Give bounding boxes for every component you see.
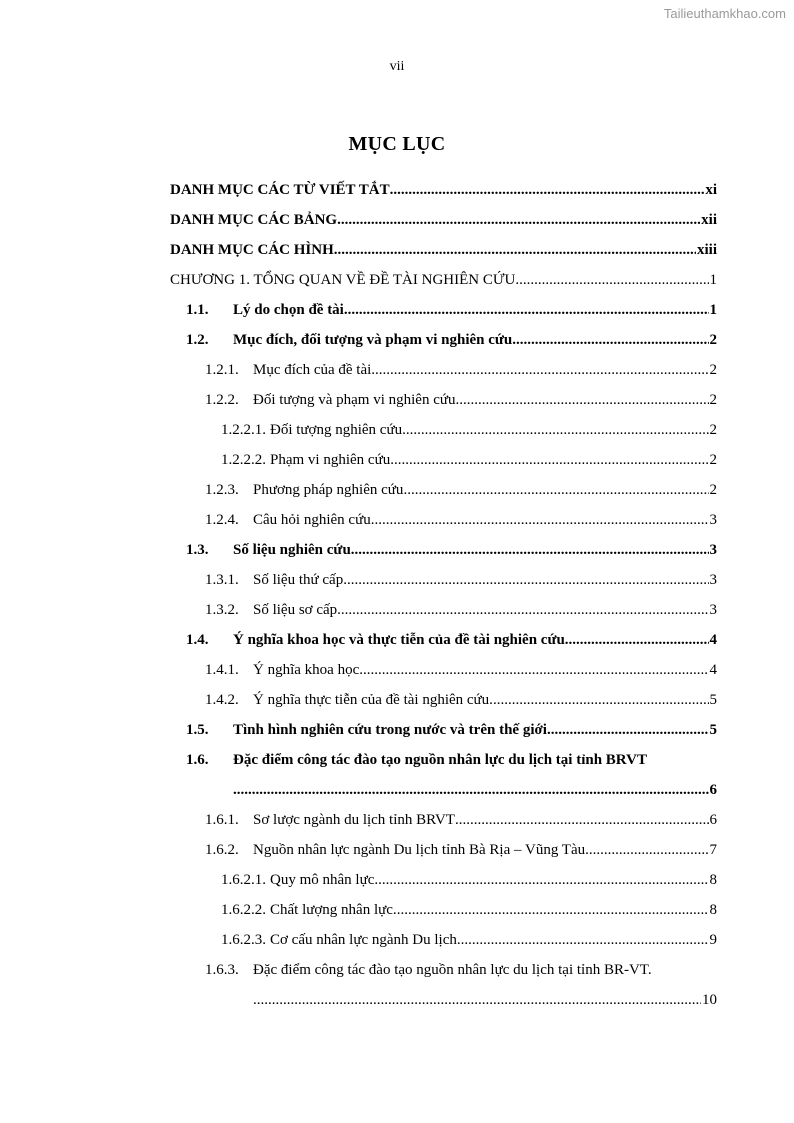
toc-entry-number: 1.2.2. xyxy=(205,392,239,408)
toc-entry[interactable] xyxy=(170,955,717,1015)
table-of-contents xyxy=(170,175,717,1015)
toc-entry-page: 4 xyxy=(709,632,717,648)
toc-entry-text: Sơ lược ngành du lịch tỉnh BRVT xyxy=(253,812,455,828)
toc-entry-text: Đối tượng và phạm vi nghiên cứu xyxy=(253,392,456,408)
page-title: MỤC LỤC xyxy=(348,133,446,155)
toc-entry-text: Số liệu nghiên cứu. xyxy=(233,542,355,558)
toc-entry-text: Ý nghĩa thực tiễn của đề tài nghiên cứu. xyxy=(253,692,493,708)
toc-entry[interactable] xyxy=(170,385,717,415)
toc-entry-number: 1.3.1. xyxy=(205,572,239,588)
toc-entry-number: 1.2. xyxy=(186,332,209,348)
toc-entry-number: 1.1. xyxy=(186,302,209,318)
toc-entry[interactable] xyxy=(170,685,717,715)
toc-entry-text: Đặc điểm công tác đào tạo nguồn nhân lực du lịch tại tỉnh BRVT xyxy=(233,752,647,768)
toc-entry-page: 1 xyxy=(709,302,717,318)
toc-entry-number: 1.2.2.1. xyxy=(221,422,266,438)
toc-entry[interactable] xyxy=(170,655,717,685)
toc-entry-number: 1.4.2. xyxy=(205,692,239,708)
toc-entry-text: Câu hỏi nghiên cứu xyxy=(253,512,371,528)
toc-entry-page: 2 xyxy=(709,392,717,408)
toc-entry-page: 1 xyxy=(709,272,717,288)
toc-entry-number: 1.6.2. xyxy=(205,842,239,858)
toc-entry-text: Ý nghĩa khoa học và thực tiễn của đề tài nghiên cứu xyxy=(233,632,565,648)
toc-entry-number: 1.2.1. xyxy=(205,362,239,378)
watermark: Tailieuthamkhao.com xyxy=(663,6,786,21)
toc-entry[interactable] xyxy=(170,445,717,475)
toc-entry-text: Phạm vi nghiên cứu xyxy=(270,452,391,468)
toc-entry-text: Đặc điểm công tác đào tạo nguồn nhân lực du lịch tại tỉnh BR-VT. xyxy=(253,962,652,978)
toc-entry-text: DANH MỤC CÁC HÌNH xyxy=(170,242,334,258)
toc-entry-text: Mục đích, đối tượng và phạm vi nghiên cứu xyxy=(233,332,513,348)
toc-entry-text: Đối tượng nghiên cứu xyxy=(270,422,403,438)
toc-entry-text: Quy mô nhân lực. xyxy=(270,872,379,888)
toc-entry-page: xi xyxy=(705,182,717,198)
toc-entry[interactable] xyxy=(170,505,717,535)
toc-entry[interactable] xyxy=(170,205,717,235)
toc-entry-number: 1.6.3. xyxy=(205,962,239,978)
page-number: vii xyxy=(389,59,405,74)
toc-entry[interactable] xyxy=(170,175,717,205)
toc-entry-number: 1.2.3. xyxy=(205,482,239,498)
toc-entry-number: 1.6. xyxy=(186,752,209,768)
toc-entry-text: Ý nghĩa khoa học xyxy=(253,662,360,678)
toc-entry-page: 3 xyxy=(709,542,717,558)
toc-entry-page: 7 xyxy=(709,842,717,858)
toc-entry-text: CHƯƠNG 1. TỔNG QUAN VỀ ĐỀ TÀI NGHIÊN CỨU xyxy=(170,272,516,288)
toc-entry[interactable] xyxy=(170,355,717,385)
toc-entry-number: 1.2.2.2. xyxy=(221,452,266,468)
toc-entry-page: 9 xyxy=(709,932,717,948)
toc-entry[interactable] xyxy=(170,805,717,835)
toc-entry[interactable] xyxy=(170,475,717,505)
toc-entry-page: 8 xyxy=(709,902,717,918)
toc-entry-number: 1.6.1. xyxy=(205,812,239,828)
toc-entry-number: 1.4. xyxy=(186,632,209,648)
toc-entry-page: 5 xyxy=(709,692,717,708)
toc-entry[interactable] xyxy=(170,325,717,355)
toc-entry-page: 6 xyxy=(709,782,717,798)
toc-entry[interactable] xyxy=(170,565,717,595)
toc-entry[interactable] xyxy=(170,415,717,445)
toc-entry-page: xiii xyxy=(696,242,717,258)
toc-entry[interactable] xyxy=(170,535,717,565)
toc-entry-number: 1.6.2.1. xyxy=(221,872,266,888)
toc-entry-page: 3 xyxy=(709,512,717,528)
toc-entry[interactable] xyxy=(170,715,717,745)
toc-entry-page: 10 xyxy=(702,992,717,1008)
toc-entry-page: 6 xyxy=(709,812,717,828)
toc-entry-number: 1.3.2. xyxy=(205,602,239,618)
toc-entry-page: 2 xyxy=(709,422,717,438)
toc-entry-page: 2 xyxy=(709,452,717,468)
toc-entry-text: Số liệu thứ cấp xyxy=(253,572,344,588)
toc-entry-chapter[interactable] xyxy=(170,265,717,295)
toc-entry[interactable] xyxy=(170,295,717,325)
toc-entry-number: 1.2.4. xyxy=(205,512,239,528)
toc-entry-number: 1.6.2.3. xyxy=(221,932,266,948)
toc-entry-text: Cơ cấu nhân lực ngành Du lịch. xyxy=(270,932,461,948)
toc-entry-page: 3 xyxy=(709,572,717,588)
toc-entry-page: 4 xyxy=(709,662,717,678)
toc-entry-text: Phương pháp nghiên cứu xyxy=(253,482,404,498)
toc-entry-text: DANH MỤC CÁC BẢNG xyxy=(170,212,338,228)
toc-entry[interactable] xyxy=(170,235,717,265)
toc-entry-text: Số liệu sơ cấp xyxy=(253,602,338,618)
toc-entry-text: Chất lượng nhân lực. xyxy=(270,902,397,918)
toc-entry-number: 1.3. xyxy=(186,542,209,558)
toc-entry-text: Lý do chọn đề tài xyxy=(233,302,344,318)
toc-entry[interactable] xyxy=(170,745,717,805)
toc-entry-page: 8 xyxy=(709,872,717,888)
toc-entry-text: Nguồn nhân lực ngành Du lịch tỉnh Bà Rịa – Vũng Tàu xyxy=(253,842,586,858)
toc-entry-page: 5 xyxy=(709,722,717,738)
toc-entry[interactable] xyxy=(170,625,717,655)
toc-entry-page: 2 xyxy=(709,362,717,378)
toc-entry[interactable] xyxy=(170,925,717,955)
toc-entry-page: xii xyxy=(701,212,717,228)
toc-entry[interactable] xyxy=(170,595,717,625)
toc-entry-page: 2 xyxy=(709,482,717,498)
toc-entry[interactable] xyxy=(170,865,717,895)
toc-entry-text: DANH MỤC CÁC TỪ VIẾT TẮT xyxy=(170,182,390,198)
toc-entry-text: Mục đích của đề tài xyxy=(253,362,372,378)
toc-entry[interactable] xyxy=(170,835,717,865)
toc-entry-text: Tình hình nghiên cứu trong nước và trên thế giới xyxy=(233,722,547,738)
toc-entry[interactable] xyxy=(170,895,717,925)
toc-entry-number: 1.6.2.2. xyxy=(221,902,266,918)
toc-entry-number: 1.4.1. xyxy=(205,662,239,678)
toc-entry-page: 3 xyxy=(709,602,717,618)
toc-entry-number: 1.5. xyxy=(186,722,209,738)
toc-entry-page: 2 xyxy=(709,332,717,348)
